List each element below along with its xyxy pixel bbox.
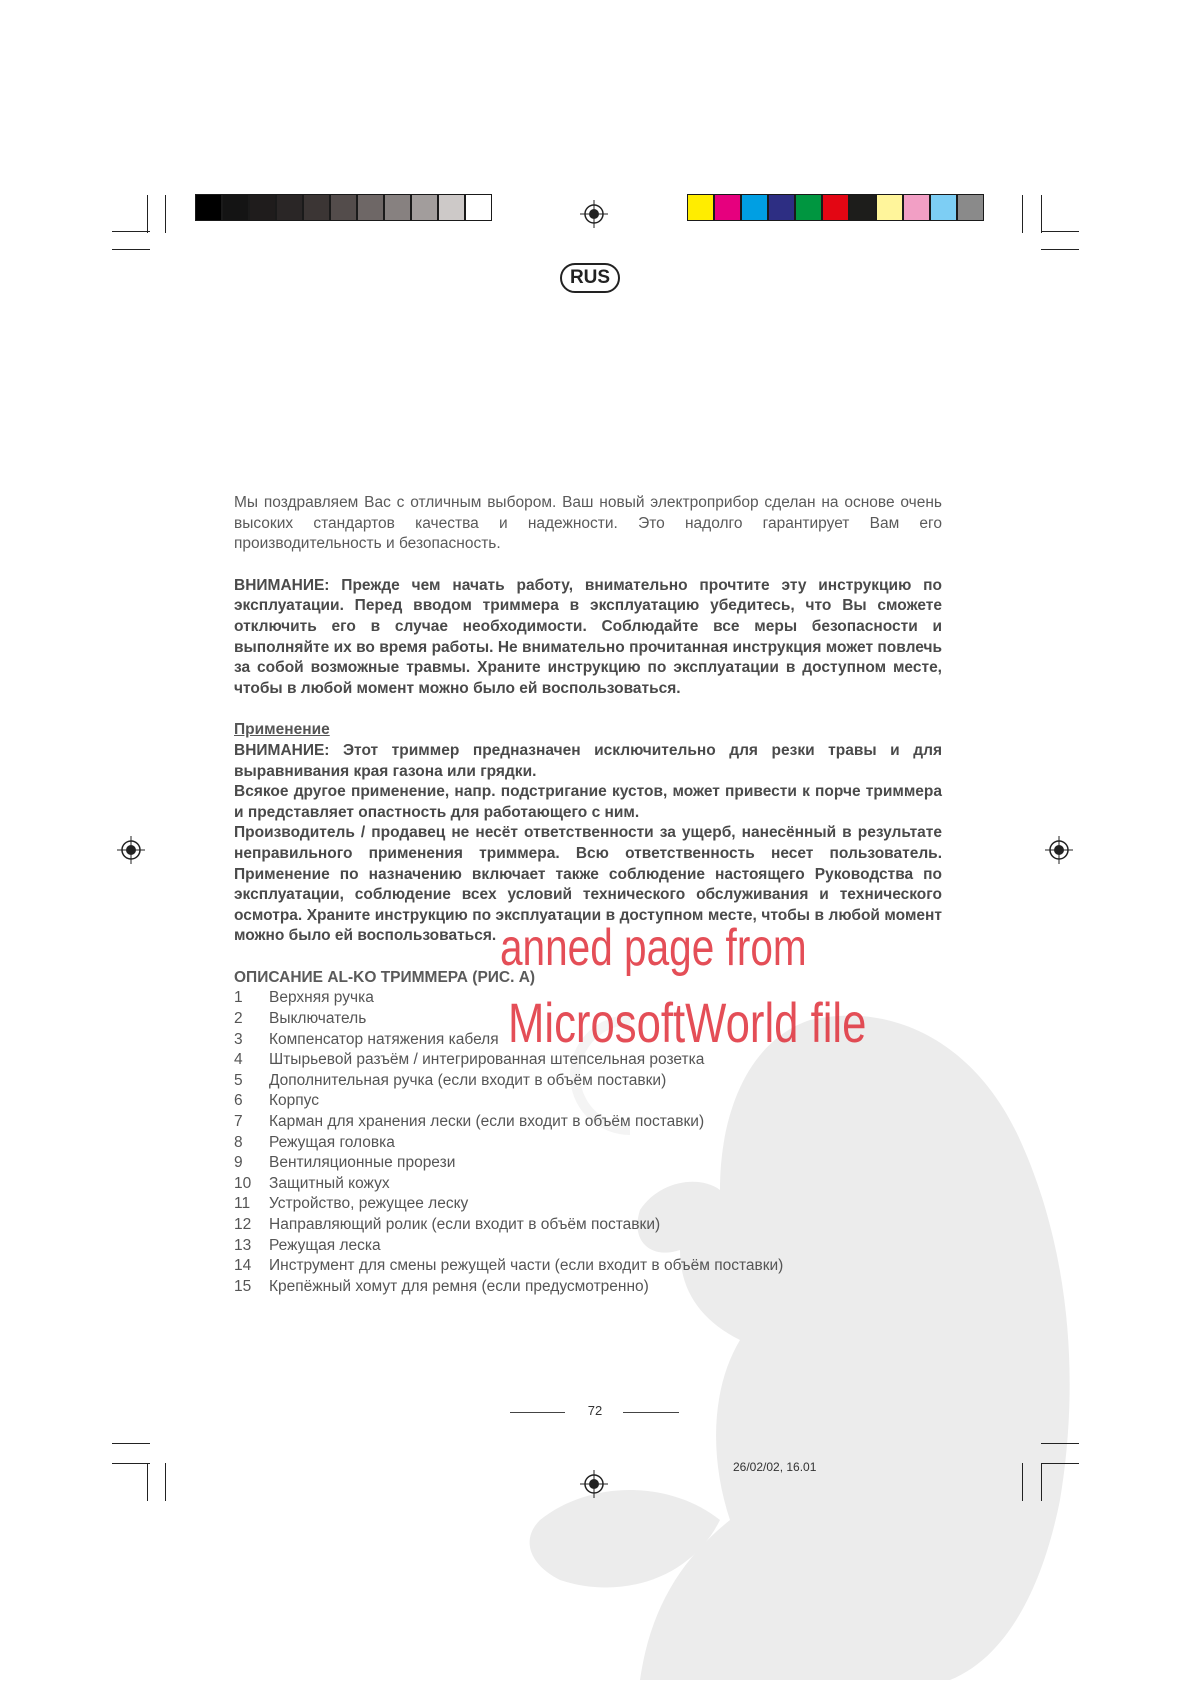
list-item: [234, 1112, 942, 1133]
application-heading: Применение: [234, 721, 330, 739]
list-item: [234, 1174, 942, 1195]
list-item: [234, 1153, 942, 1174]
process-swatch: [903, 194, 930, 221]
list-item-text: Карман для хранения лески (если входит в объём поставки): [269, 1113, 705, 1131]
watermark-line-2: MicrosoftWorld file: [508, 991, 867, 1054]
crop-mark: [1041, 1463, 1042, 1501]
list-item-number: 4: [234, 1051, 243, 1069]
description-heading: ОПИСАНИЕ AL-KO ТРИММЕРА (РИС. А): [234, 968, 536, 986]
list-item-number: 11: [234, 1195, 251, 1213]
warning-paragraph: ВНИМАНИЕ: Прежде чем начать работу, внимательно прочтите эту инструкцию по эксплуатации. Перед вводом триммера в эксплуатацию убедитесь, что Вы сможете отключить его в случае необходимости. Соблюдайте все меры безопасности и выполняйте их во время работы. Не внимательно прочитанная инструкция может повлечь за собой возможные травмы. Храните инструкцию по эксплуатации в доступном месте, чтобы в любой момент можно было ей воспользоваться.: [234, 576, 942, 697]
grayscale-color-bar: [195, 194, 492, 221]
grayscale-swatch: [357, 194, 384, 221]
process-color-bar: [687, 194, 984, 221]
list-item: [234, 1277, 942, 1298]
crop-mark: [1041, 1443, 1079, 1444]
list-item-number: 13: [234, 1236, 252, 1254]
grayscale-swatch: [330, 194, 357, 221]
list-item-number: 3: [234, 1030, 243, 1048]
list-item: [234, 1091, 942, 1112]
list-item-text: Верхняя ручка: [269, 989, 374, 1007]
list-item-number: 9: [234, 1154, 243, 1172]
process-swatch: [957, 194, 984, 221]
list-item-text: Штырьевой разъём / интегрированная штепсельная розетка: [269, 1051, 705, 1069]
page-number: 72: [587, 1403, 603, 1418]
list-item-text: Режущая головка: [269, 1133, 395, 1151]
crop-mark: [112, 1443, 150, 1444]
list-item-text: Инструмент для смены режущей части (если входит в объём поставки): [269, 1257, 784, 1275]
registration-mark-icon: [580, 200, 608, 228]
list-item-number: 1: [234, 989, 243, 1007]
list-item: [234, 1256, 942, 1277]
list-item: [234, 1236, 942, 1257]
crop-mark: [165, 195, 166, 233]
grayscale-swatch: [438, 194, 465, 221]
grayscale-swatch: [195, 194, 222, 221]
crop-mark: [112, 231, 150, 232]
watermark-line-1: anned page from: [500, 919, 807, 977]
list-item-number: 12: [234, 1216, 252, 1233]
list-item-text: Режущая леска: [269, 1236, 381, 1254]
grayscale-swatch: [384, 194, 411, 221]
crop-mark: [147, 195, 148, 233]
application-paragraph-2: Всякое другое применение, напр. подстригание кустов, может привести к порче триммера и представляет опастность для работающего с ним.: [234, 783, 942, 821]
grayscale-swatch: [465, 194, 492, 221]
process-swatch: [849, 194, 876, 221]
application-paragraph-3: Производитель / продавец не несёт ответственности за ущерб, нанесённый в результате неправильного применения триммера. Всю ответственность несет пользователь. Применение по назначению включает также соблюдение настоящего Руководства по эксплуатации, соблюдение всех условий технического обслуживания и технического осмотра. Храните инструкцию по эксплуатации в доступном месте, чтобы в любой момент можно было ей воспользоваться.: [234, 824, 942, 945]
list-item-text: Защитный кожух: [269, 1174, 390, 1192]
process-swatch: [795, 194, 822, 221]
list-item: [234, 1215, 942, 1236]
print-timestamp: 26/02/02, 16.01: [733, 1460, 817, 1474]
page-content: [234, 493, 942, 1297]
list-item-number: 7: [234, 1113, 243, 1131]
crop-mark: [1041, 231, 1079, 232]
crop-mark: [112, 1463, 150, 1464]
list-item-number: 6: [234, 1092, 243, 1110]
crop-mark: [1022, 195, 1023, 233]
page-number-rule-right: [623, 1412, 679, 1413]
process-swatch: [930, 194, 957, 221]
crop-mark: [1041, 1463, 1079, 1464]
grayscale-swatch: [411, 194, 438, 221]
list-item-number: 2: [234, 1010, 243, 1028]
language-badge: RUS: [560, 263, 620, 293]
crop-mark: [165, 1463, 166, 1501]
list-item: [234, 1194, 942, 1215]
crop-mark: [1022, 1463, 1023, 1501]
list-item-number: 8: [234, 1133, 243, 1151]
grayscale-swatch: [303, 194, 330, 221]
crop-mark: [112, 249, 150, 250]
list-item: [234, 1071, 942, 1092]
process-swatch: [741, 194, 768, 221]
list-item-text: Дополнительная ручка (если входит в объём поставки): [269, 1071, 667, 1089]
list-item-text: Направляющий ролик (если входит в объём поставки): [269, 1216, 661, 1233]
registration-mark-icon: [580, 1470, 608, 1498]
process-swatch: [876, 194, 903, 221]
grayscale-swatch: [276, 194, 303, 221]
list-item-text: Компенсатор натяжения кабеля: [269, 1030, 499, 1048]
intro-paragraph: Мы поздравляем Вас с отличным выбором. Ваш новый электроприбор сделан на основе очень высоких стандартов качества и надежности. Это надолго гарантирует Вам его производительность и безопасность.: [234, 494, 942, 553]
registration-mark-icon: [1045, 836, 1073, 864]
list-item-text: Вентиляционные прорези: [269, 1154, 456, 1172]
crop-mark: [147, 1463, 148, 1501]
application-paragraph-1: ВНИМАНИЕ: Этот триммер предназначен исключительно для резки травы и для выравнивания края газона или грядки.: [234, 741, 942, 780]
process-swatch: [714, 194, 741, 221]
list-item-number: 15: [234, 1277, 252, 1295]
process-swatch: [687, 194, 714, 221]
list-item: [234, 1133, 942, 1154]
list-item-text: Выключатель: [269, 1010, 367, 1028]
registration-mark-icon: [117, 836, 145, 864]
grayscale-swatch: [222, 194, 249, 221]
crop-mark: [1041, 249, 1079, 250]
list-item-text: Устройство, режущее леску: [269, 1195, 469, 1213]
grayscale-swatch: [249, 194, 276, 221]
list-item-text: Крепёжный хомут для ремня (если предусмотренно): [269, 1277, 649, 1295]
process-swatch: [822, 194, 849, 221]
list-item-text: Корпус: [269, 1092, 319, 1110]
crop-mark: [1041, 195, 1042, 233]
list-item-number: 10: [234, 1174, 252, 1192]
list-item-number: 14: [234, 1257, 252, 1275]
process-swatch: [768, 194, 795, 221]
list-item-number: 5: [234, 1071, 243, 1089]
